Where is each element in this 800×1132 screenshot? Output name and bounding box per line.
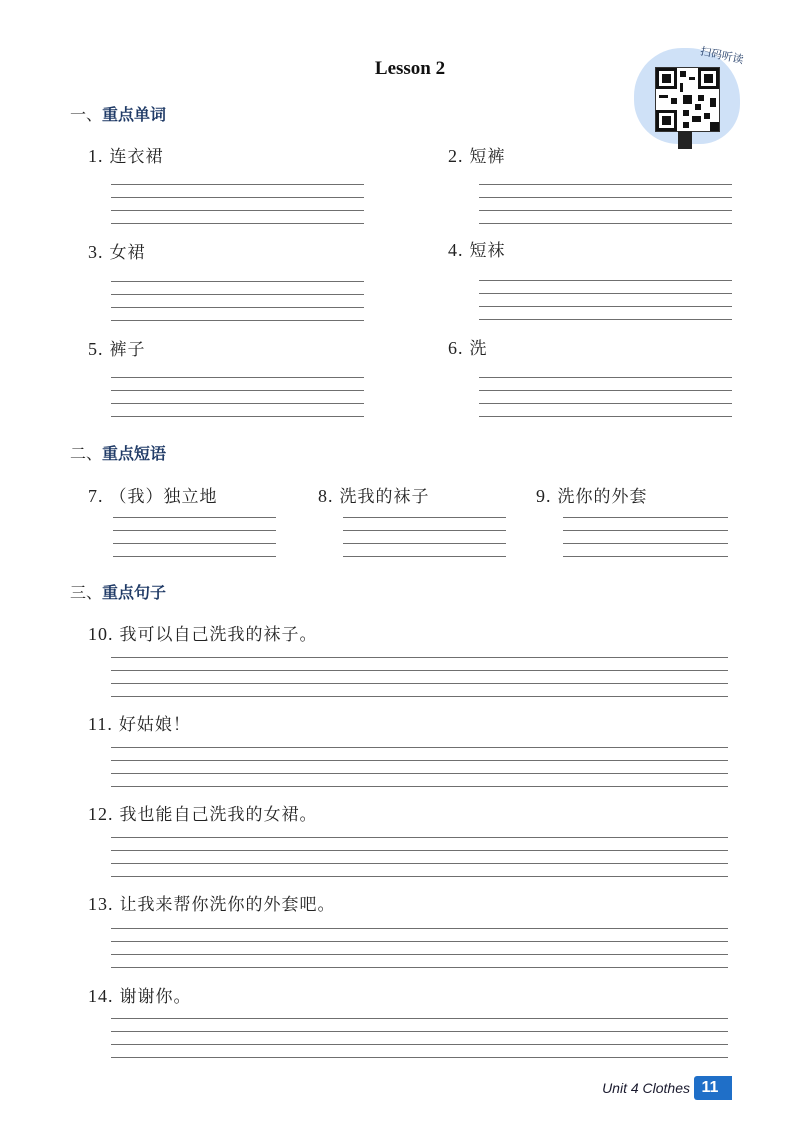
answer-lines-8[interactable] [343, 517, 506, 557]
word-item-4: 4. 短袜 [448, 240, 506, 261]
phrase-item-7: 7. （我）独立地 [88, 486, 218, 507]
word-item-6: 6. 洗 [448, 338, 488, 359]
sentence-item-14: 14. 谢谢你。 [88, 986, 192, 1007]
answer-lines-9[interactable] [563, 517, 728, 557]
footer-unit-label: Unit 4 Clothes [602, 1080, 690, 1096]
qr-caption: 扫码听读 [699, 44, 745, 67]
phrase-item-8: 8. 洗我的袜子 [318, 486, 430, 507]
page-number: 11 [694, 1076, 726, 1100]
section-heading-phrases: 二、重点短语 [70, 444, 167, 463]
answer-lines-7[interactable] [113, 517, 276, 557]
answer-lines-3[interactable] [111, 281, 364, 321]
answer-lines-13[interactable] [111, 928, 728, 968]
section-heading-words: 一、重点单词 [70, 105, 167, 124]
answer-lines-4[interactable] [479, 280, 732, 320]
sentence-item-13: 13. 让我来帮你洗你的外套吧。 [88, 894, 336, 915]
word-item-2: 2. 短裤 [448, 146, 506, 167]
answer-lines-14[interactable] [111, 1018, 728, 1058]
answer-lines-12[interactable] [111, 837, 728, 877]
qr-code-icon[interactable] [655, 67, 720, 132]
answer-lines-6[interactable] [479, 377, 732, 417]
word-item-3: 3. 女裙 [88, 242, 146, 263]
answer-lines-5[interactable] [111, 377, 364, 417]
answer-lines-1[interactable] [111, 184, 364, 224]
page-tab-marker [726, 1076, 732, 1100]
page-title: Lesson 2 [374, 58, 446, 79]
sentence-item-11: 11. 好姑娘！ [88, 714, 191, 735]
qr-stand [678, 131, 692, 149]
section-heading-sentences: 三、重点句子 [70, 583, 167, 602]
answer-lines-2[interactable] [479, 184, 732, 224]
word-item-1: 1. 连衣裙 [88, 146, 164, 167]
phrase-item-9: 9. 洗你的外套 [536, 486, 648, 507]
answer-lines-11[interactable] [111, 747, 728, 787]
answer-lines-10[interactable] [111, 657, 728, 697]
sentence-item-10: 10. 我可以自己洗我的袜子。 [88, 624, 318, 645]
sentence-item-12: 12. 我也能自己洗我的女裙。 [88, 804, 318, 825]
word-item-5: 5. 裤子 [88, 339, 146, 360]
